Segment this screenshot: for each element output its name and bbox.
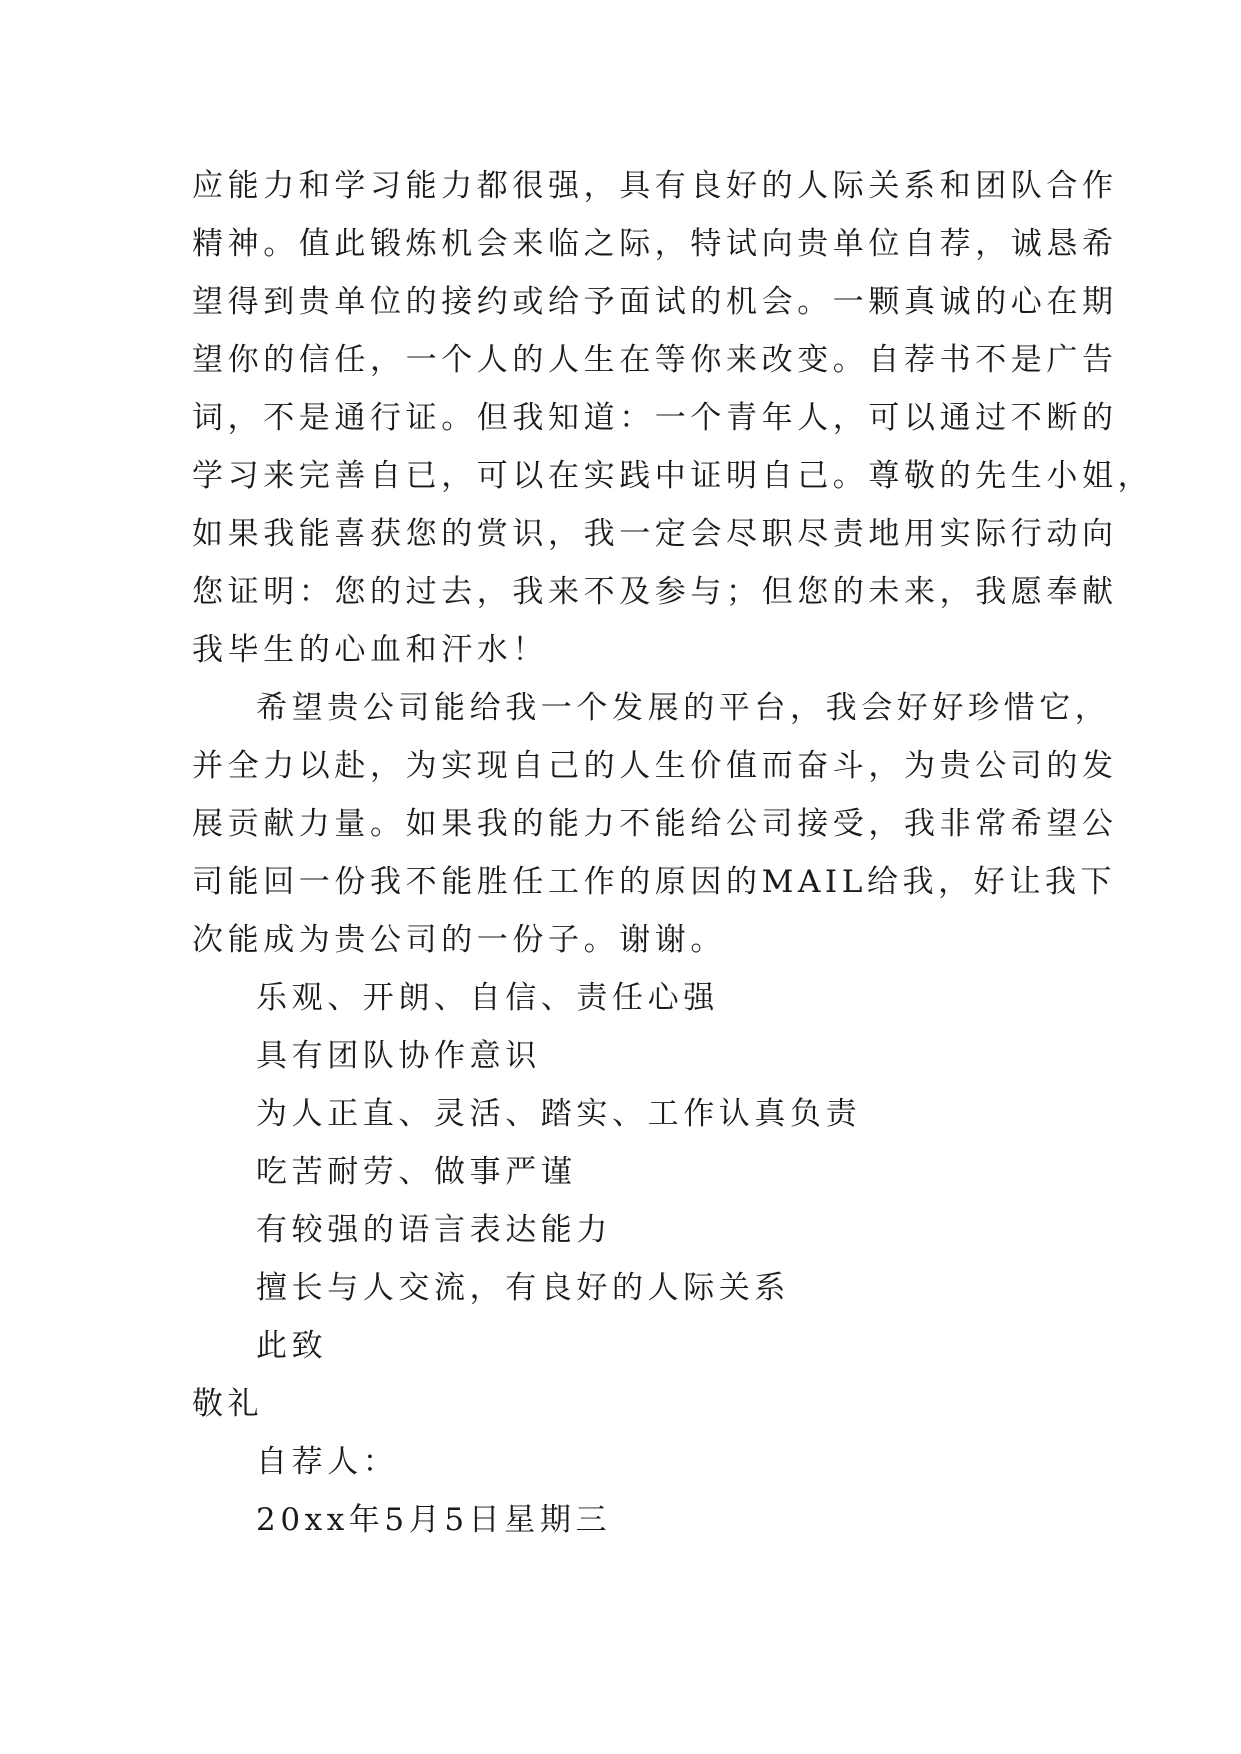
letter-date: 20xx年5月5日星期三 <box>256 1502 612 1538</box>
trait-item: 吃苦耐劳、做事严谨 <box>256 1154 577 1190</box>
paragraph-line: 精神。值此锻炼机会来临之际，特试向贵单位自荐，诚恳希 <box>192 226 1118 262</box>
paragraph-line: 学习来完善自已，可以在实践中证明自己。尊敬的先生小姐， <box>192 458 1154 494</box>
signer-label: 自荐人： <box>256 1444 399 1480</box>
trait-item: 具有团队协作意识 <box>256 1038 541 1074</box>
paragraph-line: 次能成为贵公司的一份子。谢谢。 <box>192 922 726 958</box>
paragraph-line: 您证明：您的过去，我来不及参与；但您的未来，我愿奉献 <box>192 574 1118 610</box>
paragraph-line: 望得到贵单位的接约或给予面试的机会。一颗真诚的心在期 <box>192 284 1118 320</box>
trait-item: 擅长与人交流，有良好的人际关系 <box>256 1270 790 1306</box>
trait-item: 有较强的语言表达能力 <box>256 1212 612 1248</box>
closing-regards: 敬礼 <box>192 1386 264 1422</box>
paragraph-line: 展贡献力量。如果我的能力不能给公司接受，我非常希望公 <box>192 806 1118 842</box>
paragraph-line: 我毕生的心血和汗水！ <box>192 632 548 668</box>
closing-salutation: 此致 <box>256 1328 328 1364</box>
paragraph-line: 词，不是通行证。但我知道：一个青年人，可以通过不断的 <box>192 400 1118 436</box>
paragraph-line: 司能回一份我不能胜任工作的原因的MAIL给我，好让我下 <box>192 864 1117 900</box>
paragraph-line: 如果我能喜获您的赏识，我一定会尽职尽责地用实际行动向 <box>192 516 1118 552</box>
trait-item: 为人正直、灵活、踏实、工作认真负责 <box>256 1096 862 1132</box>
paragraph-line: 应能力和学习能力都很强，具有良好的人际关系和团队合作 <box>192 168 1118 204</box>
paragraph-line: 并全力以赴，为实现自己的人生价值而奋斗，为贵公司的发 <box>192 748 1118 784</box>
trait-item: 乐观、开朗、自信、责任心强 <box>256 980 719 1016</box>
paragraph-line: 希望贵公司能给我一个发展的平台，我会好好珍惜它， <box>256 690 1111 726</box>
paragraph-line: 望你的信任，一个人的人生在等你来改变。自荐书不是广告 <box>192 342 1118 378</box>
